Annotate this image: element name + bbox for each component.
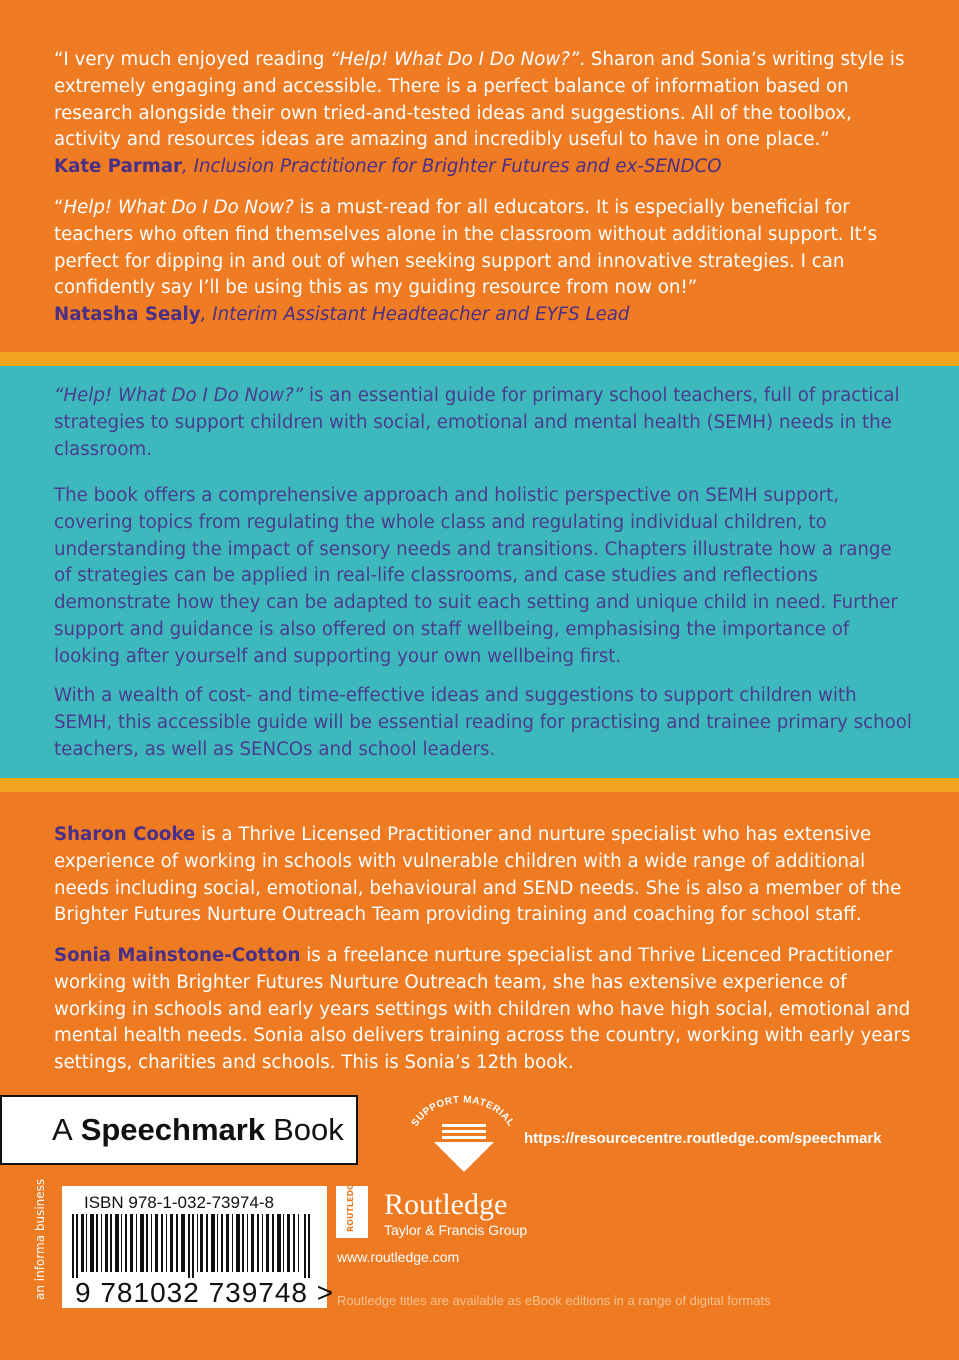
description-intro: is an essential guide for primary school teachers, full of practical strategies to support children with social, emotional and mental health (SEMH) needs in the classroom.	[54, 385, 900, 460]
review-1	[54, 47, 914, 181]
informa-tagline: an informa business	[33, 1178, 47, 1300]
review-2-name: Natasha Sealy	[54, 304, 201, 326]
review-2-quote	[54, 195, 914, 302]
barcode-digits: 9 781032 739748	[75, 1277, 308, 1308]
support-url[interactable]: https://resourcecentre.routledge.com/speechmark	[524, 1130, 882, 1147]
description-closing: With a wealth of cost- and time-effective ideas and suggestions to support children with SEMH, this accessible guide will be essential reading for practising and trainee primary school teachers, as well as SENCOs and school leaders.	[54, 685, 912, 760]
review-1-role: , Inclusion Practitioner for Brighter Futures and ex-SENDCO	[182, 156, 722, 178]
review-2-book-title: Help! What Do I Do Now?	[63, 197, 294, 218]
description-paragraph-2	[54, 483, 914, 671]
publisher-website[interactable]: www.routledge.com	[337, 1249, 460, 1265]
review-2	[54, 195, 914, 329]
imprint-brand: Speechmark	[80, 1112, 266, 1147]
routledge-logo-icon	[336, 1177, 368, 1238]
download-arrow-icon	[434, 1142, 494, 1172]
imprint-logo	[0, 1095, 358, 1165]
author-2-name: Sonia Mainstone-Cotton	[54, 945, 301, 966]
review-1-quote-text: . Sharon and Sonia’s writing style is extremely engaging and accessible. There is a perfect balance of information based on research alongside their own tried-and-tested ideas and suggestions. All of the toolbox, activity and resources ideas are amazing and incredibly useful to have in one place.”	[54, 49, 905, 151]
support-badge-text: SUPPORT MATERIAL	[409, 1094, 517, 1129]
review-1-book-title: “Help! What Do I Do Now?”	[330, 49, 580, 70]
review-1-quote	[54, 47, 914, 154]
description-paragraph-3	[54, 683, 914, 763]
routledge-logo-text: ROUTLEDGE	[346, 1177, 355, 1232]
barcode-number	[75, 1277, 334, 1309]
isbn-label: ISBN 978-1-032-73974-8	[84, 1193, 274, 1212]
barcode-arrow: >	[316, 1277, 335, 1308]
description-body: The book offers a comprehensive approach and holistic perspective on SEMH support, covering topics from regulating the whole class and regulating individual children, to understanding the impact of sensory needs and transitions. Chapters illustrate how a range of strategies can be applied in real-life classrooms, and case studies and reflections demonstrate how they can be adapted to suit each setting and unique child in need. Further support and guidance is also offered on staff wellbeing, emphasising the importance of looking after yourself and supporting your own wellbeing first.	[54, 485, 898, 667]
ebook-note: Routledge titles are available as eBook editions in a range of digital formats	[337, 1293, 771, 1308]
review-1-quote-open: “I very much enjoyed reading	[54, 49, 331, 70]
divider-stripe-top	[0, 352, 959, 366]
support-material-badge	[404, 1090, 522, 1180]
author-2-bio: is a freelance nurture specialist and Thrive Licenced Practitioner working with Brighter Futures Nurture Outreach team, she has extensive experience of working in schools and early years settings with children who have high social, emotional and mental health needs. Sonia also delivers training across the country, working with early years settings, charities and schools. This is Sonia’s 12th book.	[54, 945, 911, 1074]
description-book-title: “Help! What Do I Do Now?”	[54, 385, 304, 406]
review-2-quote-text: is a must-read for all educators. It is especially beneficial for teachers who often find themselves alone in the classroom without additional support. It’s perfect for dipping in and out of when seeking support and innovative strategies. I can confidently say I’ll be using this as my guiding resource from now on!”	[54, 197, 878, 299]
author-1-name: Sharon Cooke	[54, 824, 196, 845]
review-1-attribution	[54, 154, 914, 181]
imprint-suffix: Book	[273, 1112, 344, 1147]
review-2-role: , Interim Assistant Headteacher and EYFS Lead	[200, 304, 630, 326]
author-bio-2	[54, 943, 914, 1077]
barcode-bars	[72, 1214, 310, 1278]
author-bio-1	[54, 822, 914, 929]
author-1-bio: is a Thrive Licensed Practitioner and nurture specialist who has extensive experience of working in schools with vulnerable children with a wide range of additional needs including social, emotional, behavioural and SEND needs. She is also a member of the Brighter Futures Nurture Outreach Team providing training and coaching for school staff.	[54, 824, 902, 926]
divider-stripe-bottom	[0, 778, 959, 792]
imprint-prefix: A	[52, 1112, 73, 1147]
review-2-quote-open: “	[54, 197, 64, 218]
publisher-group: Taylor & Francis Group	[384, 1222, 528, 1238]
review-2-attribution	[54, 302, 914, 329]
svg-text:SUPPORT MATERIAL	[410, 1094, 517, 1128]
description-paragraph-1	[54, 383, 914, 463]
barcode	[72, 1214, 312, 1278]
review-1-name: Kate Parmar	[54, 156, 183, 178]
publisher-name: Routledge	[384, 1188, 508, 1221]
